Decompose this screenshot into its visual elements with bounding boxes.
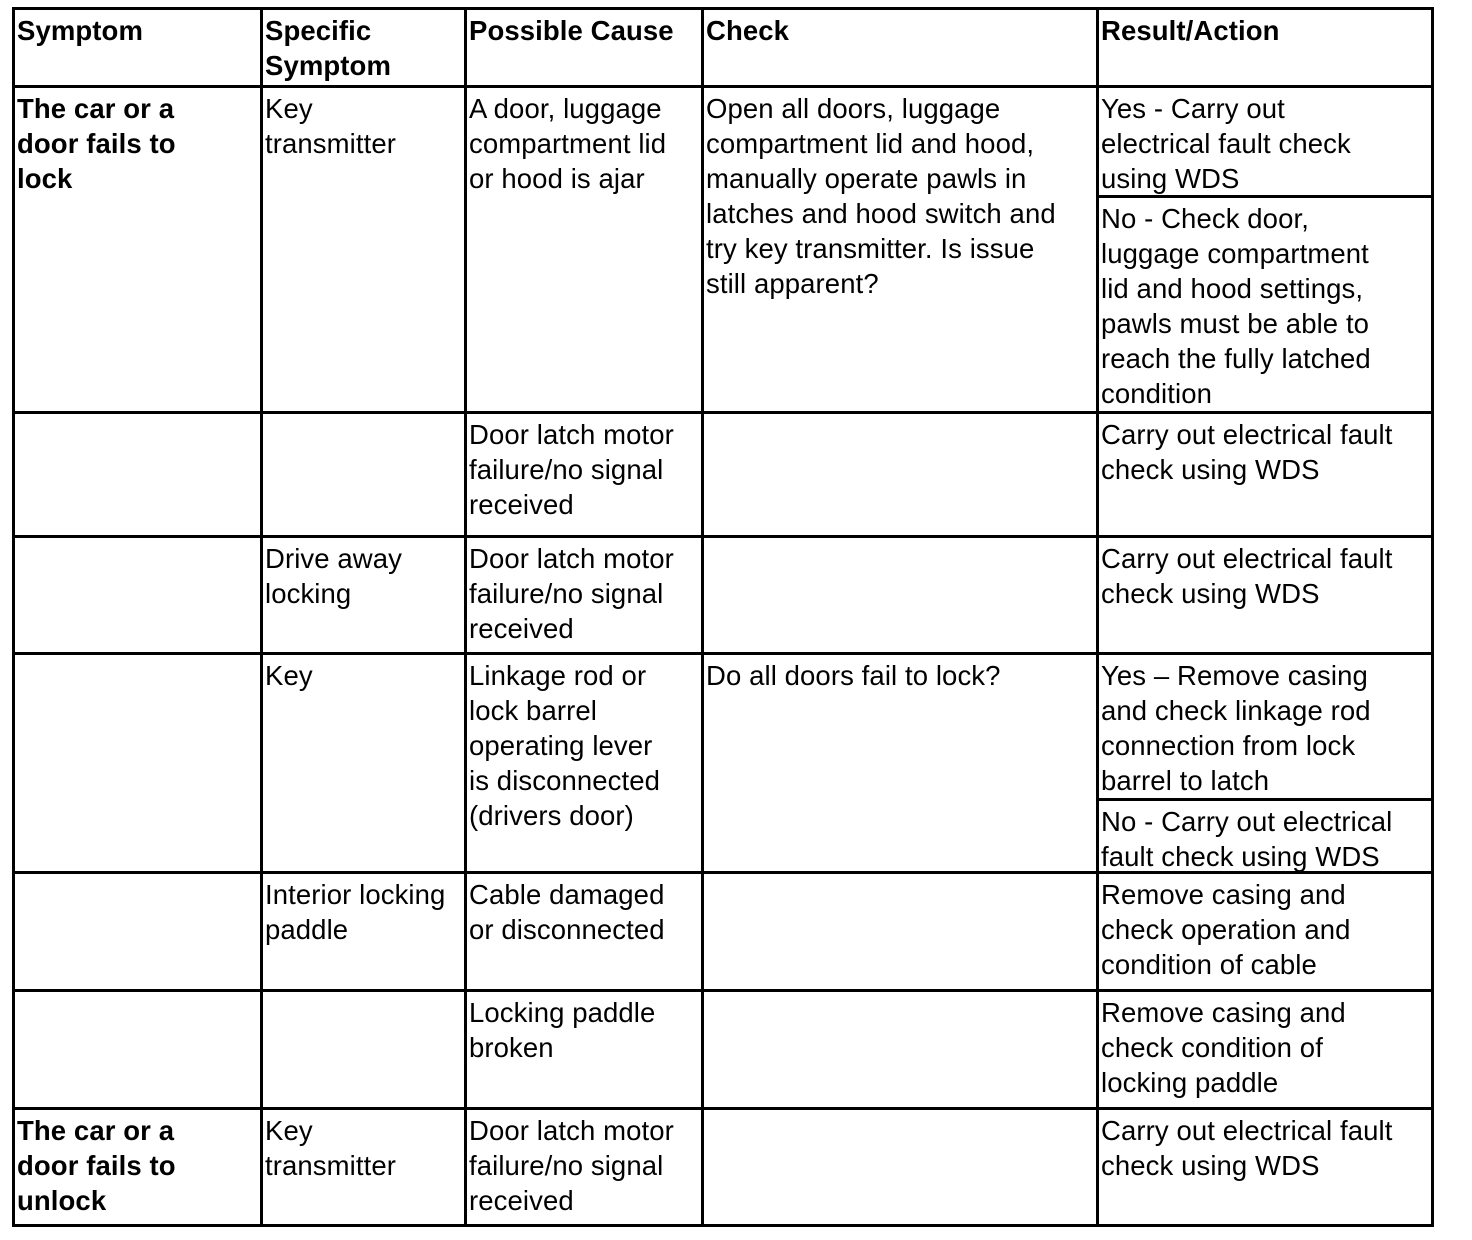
table-cell-specific-symptom: Drive away locking	[263, 538, 467, 655]
table-cell-result: Remove casing and check condition of locking paddle	[1099, 992, 1431, 1110]
table-cell-specific-symptom: Key transmitter	[263, 88, 467, 414]
table-cell-result-yes: Yes – Remove casing and check linkage rod connection from lock barrel to latch	[1099, 655, 1431, 801]
table-cell-possible-cause: Door latch motor failure/no signal received	[467, 538, 704, 655]
table-cell-result-yes: Yes - Carry out electrical fault check using WDS	[1099, 88, 1431, 198]
table-cell-result-no: No - Carry out electrical fault check using WDS	[1099, 801, 1431, 874]
table-cell-possible-cause: Cable damaged or disconnected	[467, 874, 704, 992]
table-cell-check: Do all doors fail to lock?	[704, 655, 1099, 874]
table-cell-specific-symptom	[263, 992, 467, 1110]
table-cell-symptom	[15, 414, 263, 538]
header-result-action: Result/Action	[1099, 10, 1431, 88]
table-cell-symptom	[15, 874, 263, 992]
header-specific-symptom: Specific Symptom	[263, 10, 467, 88]
header-check: Check	[704, 10, 1099, 88]
table-cell-symptom	[15, 538, 263, 655]
table-cell-specific-symptom: Key	[263, 655, 467, 874]
table-cell-specific-symptom: Key transmitter	[263, 1110, 467, 1224]
table-cell-specific-symptom: Interior locking paddle	[263, 874, 467, 992]
header-possible-cause: Possible Cause	[467, 10, 704, 88]
table-cell-result: Carry out electrical fault check using WDS	[1101, 1115, 1393, 1181]
diagnostic-table	[12, 7, 1434, 1227]
table-cell-symptom: The car or a door fails to unlock	[15, 1110, 263, 1224]
table-cell-check	[704, 1110, 1099, 1224]
table-cell-possible-cause: A door, luggage compartment lid or hood is ajar	[467, 88, 704, 414]
table-cell-possible-cause: Linkage rod or lock barrel operating lever is disconnected (drivers door)	[467, 655, 704, 874]
table-cell-check: Open all doors, luggage compartment lid and hood, manually operate pawls in latches and hood switch and try key transmitter. Is issue still apparent?	[704, 88, 1099, 414]
table-cell-result: Remove casing and check operation and condition of cable	[1099, 874, 1431, 992]
table-cell-result: Carry out electrical fault check using WDS	[1099, 414, 1431, 538]
header-symptom: Symptom	[15, 10, 263, 88]
table-cell-symptom: The car or a door fails to lock	[15, 88, 263, 414]
table-cell-possible-cause: Door latch motor failure/no signal received	[467, 414, 704, 538]
table-cell-check	[704, 538, 1099, 655]
table-cell-possible-cause: Locking paddle broken	[467, 992, 704, 1110]
table-cell-check	[704, 992, 1099, 1110]
table-cell-symptom	[15, 655, 263, 874]
table-cell-check	[704, 414, 1099, 538]
table-cell-result-no: No - Check door, luggage compartment lid and hood settings, pawls must be able to reach the fully latched condition	[1099, 198, 1431, 414]
table-cell-check	[704, 874, 1099, 992]
table-cell-symptom	[15, 992, 263, 1110]
table-cell-possible-cause: Door latch motor failure/no signal received	[467, 1110, 704, 1224]
table-cell-result: Carry out electrical fault check using WDS	[1099, 538, 1431, 655]
table-cell-specific-symptom	[263, 414, 467, 538]
